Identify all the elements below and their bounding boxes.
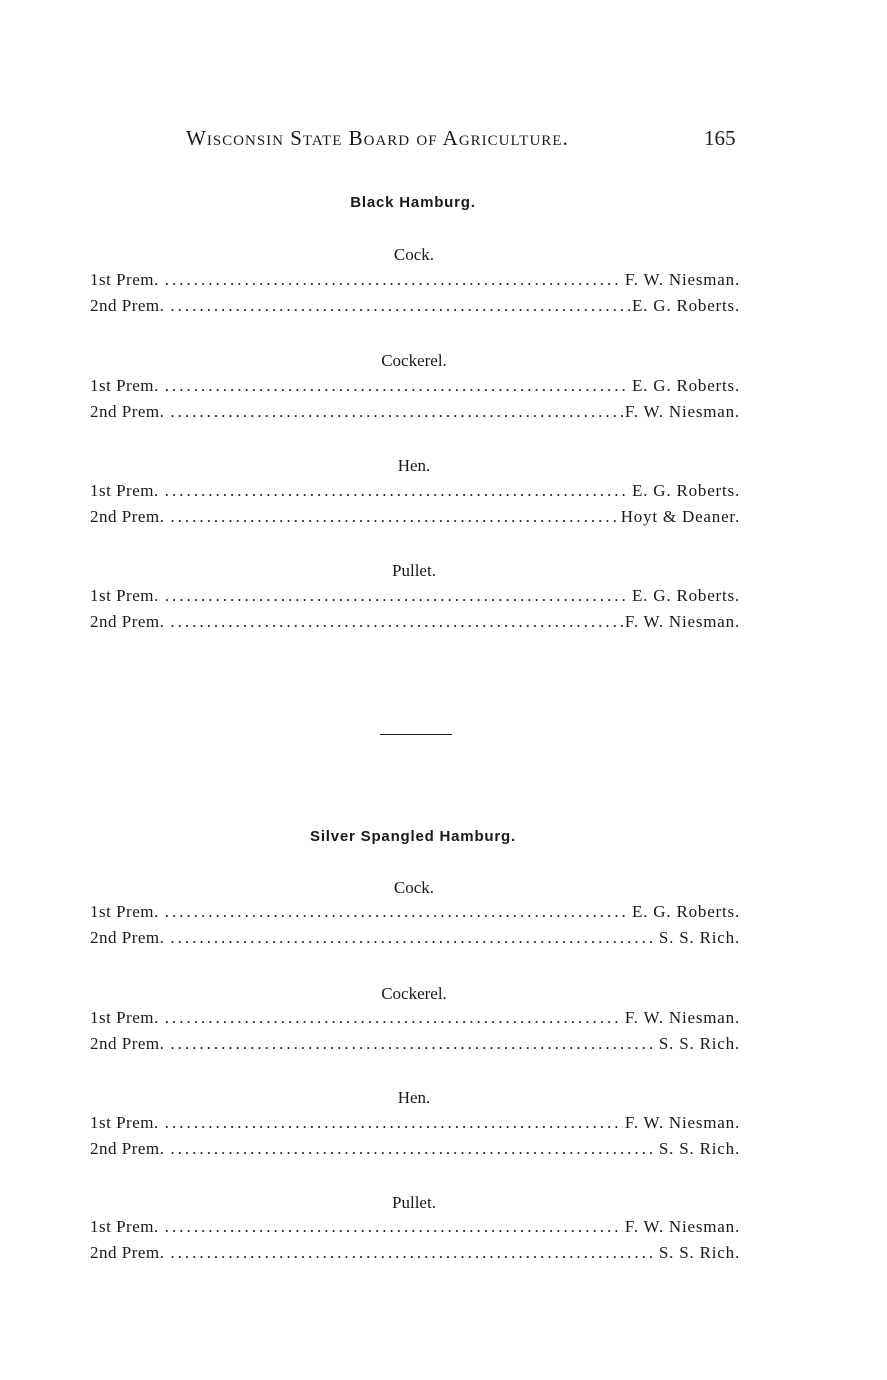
dot-leader <box>165 1113 623 1133</box>
dot-leader <box>165 1008 623 1028</box>
premium-place: 2nd Prem. <box>90 1243 165 1262</box>
class-heading: Hen. <box>397 1088 431 1107</box>
premium-entry <box>90 296 740 320</box>
page-number: 165 <box>704 126 736 150</box>
premium-entry <box>90 1243 740 1267</box>
section-title: Black Hamburg. <box>350 194 476 211</box>
premium-place: 1st Prem. <box>90 270 159 289</box>
premium-entry <box>90 481 740 505</box>
dot-leader <box>165 1217 623 1237</box>
premium-winner: F. W. Niesman. <box>624 1113 740 1132</box>
premium-entry <box>90 1034 740 1058</box>
dot-leader <box>170 402 622 422</box>
premium-place: 2nd Prem. <box>90 296 165 315</box>
premium-winner: Hoyt & Deaner. <box>620 507 740 526</box>
premium-place: 1st Prem. <box>90 902 159 921</box>
dot-leader <box>170 1034 657 1054</box>
dot-leader <box>165 586 630 606</box>
premium-winner: S. S. Rich. <box>658 928 740 947</box>
premium-entry <box>90 1113 740 1137</box>
class-heading: Cockerel. <box>381 984 447 1003</box>
premium-winner: E. G. Roberts. <box>632 376 740 395</box>
premium-winner: F. W. Niesman. <box>624 402 740 421</box>
running-title: Wisconsin State Board of Agriculture. <box>186 126 569 150</box>
premium-place: 2nd Prem. <box>90 612 165 631</box>
dot-leader <box>165 270 623 290</box>
premium-place: 1st Prem. <box>90 1217 159 1236</box>
premium-entry <box>90 1008 740 1032</box>
premium-winner: F. W. Niesman. <box>624 270 740 289</box>
premium-winner: S. S. Rich. <box>658 1034 740 1053</box>
dot-leader <box>170 1139 657 1159</box>
premium-place: 1st Prem. <box>90 481 159 500</box>
premium-entry <box>90 402 740 426</box>
dot-leader <box>170 507 618 527</box>
dot-leader <box>170 296 630 316</box>
premium-winner: F. W. Niesman. <box>624 612 740 631</box>
premium-place: 1st Prem. <box>90 586 159 605</box>
premium-winner: E. G. Roberts. <box>632 296 740 315</box>
class-heading: Pullet. <box>392 561 436 580</box>
dot-leader <box>170 928 657 948</box>
premium-entry <box>90 1139 740 1163</box>
premium-winner: E. G. Roberts. <box>632 481 740 500</box>
class-heading: Cockerel. <box>381 351 447 370</box>
premium-winner: F. W. Niesman. <box>624 1217 740 1236</box>
premium-entry <box>90 612 740 636</box>
class-heading: Pullet. <box>392 1193 436 1212</box>
premium-winner: E. G. Roberts. <box>632 586 740 605</box>
premium-entry <box>90 507 740 531</box>
section-divider <box>380 734 452 735</box>
dot-leader <box>165 376 630 396</box>
class-heading: Hen. <box>397 456 431 475</box>
premium-place: 1st Prem. <box>90 1008 159 1027</box>
dot-leader <box>170 612 622 632</box>
premium-place: 1st Prem. <box>90 1113 159 1132</box>
section-title: Silver Spangled Hamburg. <box>310 828 516 845</box>
dot-leader <box>170 1243 657 1263</box>
premium-place: 2nd Prem. <box>90 928 165 947</box>
premium-entry <box>90 928 740 952</box>
premium-place: 1st Prem. <box>90 376 159 395</box>
premium-entry <box>90 376 740 400</box>
dot-leader <box>165 902 630 922</box>
premium-place: 2nd Prem. <box>90 1034 165 1053</box>
class-heading: Cock. <box>393 878 435 897</box>
premium-winner: E. G. Roberts. <box>632 902 740 921</box>
premium-winner: F. W. Niesman. <box>624 1008 740 1027</box>
dot-leader <box>165 481 630 501</box>
premium-entry <box>90 586 740 610</box>
premium-entry <box>90 1217 740 1241</box>
premium-winner: S. S. Rich. <box>658 1243 740 1262</box>
premium-place: 2nd Prem. <box>90 1139 165 1158</box>
premium-place: 2nd Prem. <box>90 507 165 526</box>
premium-entry <box>90 270 740 294</box>
premium-winner: S. S. Rich. <box>658 1139 740 1158</box>
premium-place: 2nd Prem. <box>90 402 165 421</box>
premium-entry <box>90 902 740 926</box>
class-heading: Cock. <box>393 245 435 264</box>
